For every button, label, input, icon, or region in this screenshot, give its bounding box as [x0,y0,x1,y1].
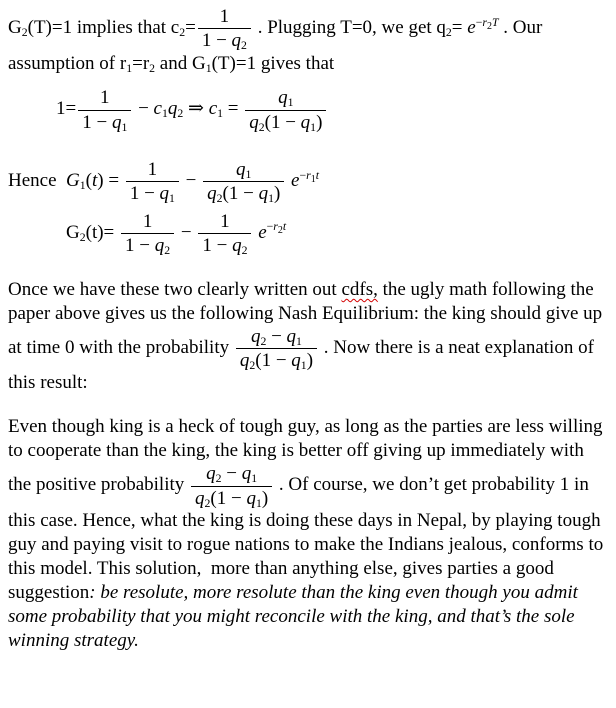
text-run: 1 [161,107,168,121]
text-run: ) [261,487,269,509]
text-run: q [286,325,297,347]
text-run: 2 [216,192,223,206]
text-run: =r [132,52,150,74]
text-run: 1 − [129,183,160,205]
fraction-denominator [198,234,251,256]
subscript [121,121,127,134]
text-run: 1 − [202,234,233,256]
text-run: cdfs, [341,279,378,301]
fraction-numerator [121,211,174,234]
fraction-denominator [191,487,272,509]
text-run: 2 [149,61,156,75]
fraction-numerator [78,87,131,110]
text-run: 1 [121,120,128,134]
text-run: 1 − [125,234,155,256]
text-run: = [451,17,468,39]
text-run: 1 [300,359,307,373]
fraction-denominator [78,111,131,133]
text-run: ) = [97,170,124,192]
paragraph-explanation [8,415,606,652]
fraction-denominator [198,29,251,51]
text-run: q [236,159,246,180]
fraction-denominator [203,182,284,204]
text-run: (1 − [222,183,259,205]
fraction [121,211,174,257]
text-run: t [282,220,287,234]
text-run: q [167,98,178,120]
text-run: q [278,87,288,109]
text-run: (1 − [255,350,292,372]
superscript [299,168,319,185]
text-run: e [467,17,476,39]
fraction [126,159,179,205]
text-run: c [208,98,218,120]
text-run: q [258,183,269,205]
text-run: 1 [255,496,262,510]
text-run: 1 [268,192,274,206]
text-run: 2 [79,230,86,244]
text-run: 1 [205,61,212,75]
fraction-numerator [245,87,326,110]
fraction-numerator [126,159,179,182]
fraction [236,326,317,372]
text-run: = [223,98,244,120]
text-run: 1= [56,98,77,120]
text-run: . Our assumption of r [8,17,548,74]
text-run: 2 [177,107,184,121]
text-run: t [91,170,98,192]
text-run: r [273,220,278,234]
fraction-numerator [191,463,272,486]
text-run: q [291,350,301,372]
text-run: . Of course, we don’t get probability 1 in this case. Hence, what the king is doing these days in Nepal, by playing tough guy and paying visit to rogue nations to make the Indians jealous, conforms to this model. This solution, more than anything else, gives parties a good suggestion [8,474,608,603]
text-run: − [180,170,202,192]
text-run: − [475,15,483,29]
subscript [246,168,252,181]
text-run: q [232,234,242,256]
text-run: q [207,183,217,205]
text-run: 1 [217,107,224,121]
text-run: 1 [310,120,317,134]
equation-g1 [8,159,606,205]
fraction-denominator [121,234,174,256]
subscript [241,39,247,52]
fraction-numerator [203,159,284,182]
text-run: q [249,111,259,133]
text-run: (T)=1 gives that [211,52,335,74]
equation-c1 [56,87,606,133]
text-run: the ugly math following the paper above gives us the following Nash Equilibrium: the king should give up at time 0 with the probability [8,279,607,359]
text-run: q [159,183,170,205]
fraction [78,87,131,133]
text-run: r [306,168,311,182]
text-run: = [185,17,196,39]
text-run: 1 − [201,30,232,52]
subscript [169,192,175,205]
text-run: ⇒ [183,98,209,120]
text-run: 1 − [82,111,112,133]
fraction-numerator [198,6,251,29]
text-run: (T)=1 implies that c [27,17,180,39]
text-run: q [111,111,122,133]
fraction-denominator [126,182,179,204]
text-run: Hence [8,170,67,192]
text-run: − [221,463,242,485]
text-run: − [176,221,197,243]
text-run: 1 [126,61,133,75]
text-run: G [66,170,80,192]
text-run: T [491,15,499,29]
text-run: c [153,98,162,120]
text-run: q [154,234,165,256]
text-run: 1 [287,96,294,110]
text-run: (1 − [210,487,247,509]
text-run: 1 [220,210,230,232]
subscript [164,244,170,257]
subscript [242,244,248,257]
text-run: Even though king is a heck of tough guy, as long as the parties are less willing to cooperate than the king, the king is better off giving up immediately with the positive probability [8,416,608,496]
text-run: 1 [296,334,302,348]
text-run: 1 [310,173,316,185]
fraction-numerator [198,211,251,234]
text-run: 2 [204,496,211,510]
fraction [191,463,272,509]
text-run: and G [155,52,206,74]
subscript [296,335,302,348]
text-run: 2 [215,472,222,486]
text-run: 2 [249,359,256,373]
text-run: 1 [100,87,110,109]
text-run: q [195,487,205,509]
text-run: 1 [245,167,252,181]
text-run: 1 [219,6,230,27]
subscript [251,472,257,485]
fraction-numerator [236,326,317,349]
text-run: 2 [445,26,452,40]
text-run: : be resolute, more resolute than the king even though you admit some probability that you might reconcile with the king, and that’s the sole winning strategy. [8,581,583,651]
text-run: ) [273,183,281,205]
text-run: q [246,487,256,509]
text-run: 1 [79,179,86,193]
text-run: ( [85,170,92,192]
text-run: G [8,17,22,39]
text-run: 1 [169,192,175,206]
text-run: (t)= [85,221,120,243]
superscript [266,220,287,237]
text-run: ) [306,350,314,372]
text-run: r [482,15,487,29]
text-run: 1 [251,472,258,486]
text-run: 1 [142,210,153,232]
text-run: 2 [486,20,492,32]
fraction-denominator [245,111,326,133]
text-run: − [266,325,287,347]
text-run: t [315,168,319,182]
superscript [475,15,499,32]
text-run: 2 [164,243,171,257]
paragraph-nash-equilibrium [8,278,606,395]
text-run: q [300,111,311,133]
equation-g2 [66,211,606,257]
text-run: G [66,221,80,243]
text-run: 1 [147,159,158,180]
text-run: 2 [179,26,186,40]
text-run: 2 [21,26,28,40]
text-run: . Now there is a neat explanation of this result: [8,337,599,394]
text-run: q [250,325,261,347]
text-run: 2 [241,243,248,257]
fraction-denominator [236,349,317,371]
text-run: 2 [241,39,247,53]
paragraph-g2-condition [8,6,606,75]
fraction [203,159,284,205]
text-run: − [133,98,154,120]
text-run: 2 [260,334,267,348]
text-run: q [241,463,252,485]
fraction [198,6,251,52]
text-run: q [206,463,216,485]
text-run: 2 [258,120,265,134]
text-run: . Plugging T=0, we get q [252,17,446,39]
text-run: q [239,350,250,372]
text-run: Once we have these two clearly written out [8,279,342,301]
text-run: − [299,168,307,182]
fraction [245,87,326,133]
text-run: q [231,30,242,52]
text-run: ) [316,111,323,133]
text-run: − [266,220,274,234]
text-run: e [258,221,267,243]
fraction [198,211,251,257]
text-run: e [291,170,300,192]
subscript [288,96,294,109]
text-run: 2 [277,225,283,237]
text-run: (1 − [264,111,301,133]
